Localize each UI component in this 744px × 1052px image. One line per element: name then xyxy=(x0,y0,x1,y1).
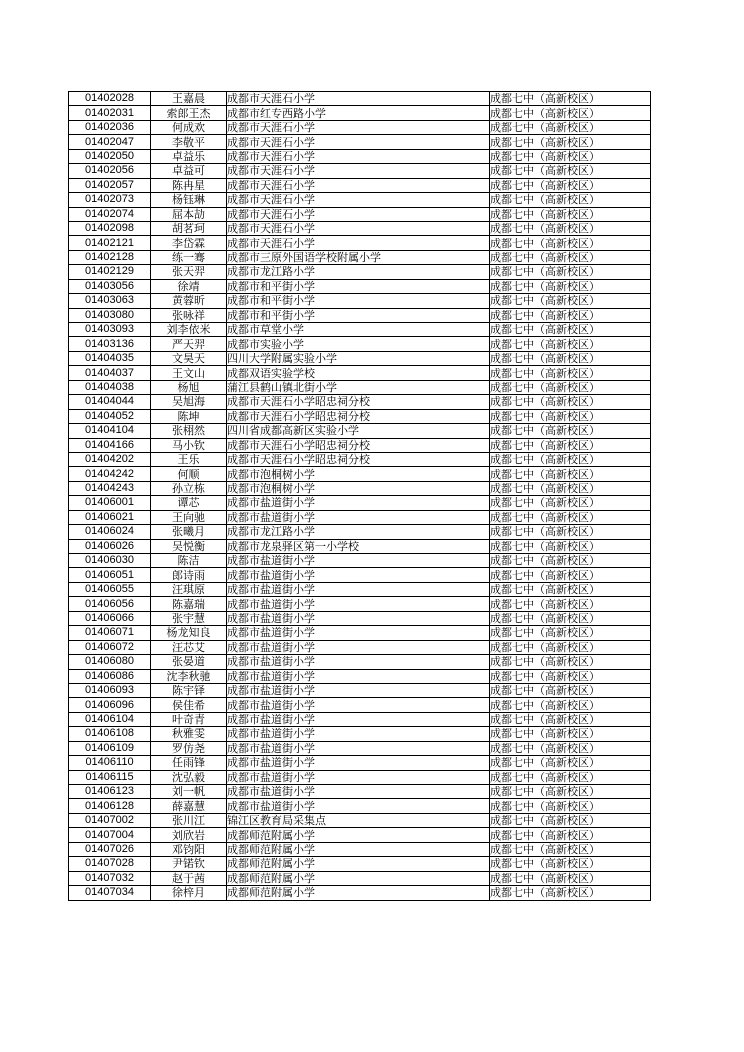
table-row xyxy=(69,842,651,856)
primary-school-cell: 成都市盐道街小学 xyxy=(227,597,490,611)
table-row xyxy=(69,597,651,611)
student-name-cell: 张宇慧 xyxy=(151,611,227,625)
admitted-school-cell: 成都七中（高新校区） xyxy=(490,481,651,495)
table-row xyxy=(69,828,651,842)
table-row xyxy=(69,626,651,640)
admitted-school-cell: 成都七中（高新校区） xyxy=(490,337,651,351)
admitted-school-cell: 成都七中（高新校区） xyxy=(490,828,651,842)
primary-school-cell: 成都市泡桐树小学 xyxy=(227,467,490,481)
primary-school-cell: 成都市三原外国语学校附属小学 xyxy=(227,250,490,264)
student-name-cell: 罗仿尧 xyxy=(151,741,227,755)
primary-school-cell: 成都市天涯石小学 xyxy=(227,236,490,250)
table-row xyxy=(69,366,651,380)
admitted-school-cell: 成都七中（高新校区） xyxy=(490,813,651,827)
primary-school-cell: 成都双语实验学校 xyxy=(227,366,490,380)
admitted-school-cell: 成都七中（高新校区） xyxy=(490,785,651,799)
student-id-cell: 01403136 xyxy=(69,337,151,351)
table-row xyxy=(69,236,651,250)
admitted-school-cell: 成都七中（高新校区） xyxy=(490,250,651,264)
student-name-cell: 张栩然 xyxy=(151,424,227,438)
student-id-cell: 01403093 xyxy=(69,323,151,337)
student-name-cell: 陈洁 xyxy=(151,554,227,568)
student-name-cell: 陈嘉瑞 xyxy=(151,597,227,611)
student-id-cell: 01404035 xyxy=(69,351,151,365)
primary-school-cell: 成都市盐道街小学 xyxy=(227,510,490,524)
primary-school-cell: 成都市盐道街小学 xyxy=(227,640,490,654)
student-name-cell: 何顺 xyxy=(151,467,227,481)
student-id-cell: 01402057 xyxy=(69,178,151,192)
student-name-cell: 秋雅雯 xyxy=(151,727,227,741)
primary-school-cell: 四川省成都高新区实验小学 xyxy=(227,424,490,438)
admitted-school-cell: 成都七中（高新校区） xyxy=(490,308,651,322)
admitted-school-cell: 成都七中（高新校区） xyxy=(490,496,651,510)
student-id-cell: 01406026 xyxy=(69,539,151,553)
admitted-school-cell: 成都七中（高新校区） xyxy=(490,698,651,712)
student-name-cell: 卓益乐 xyxy=(151,149,227,163)
student-name-cell: 李岱霖 xyxy=(151,236,227,250)
admission-list-table xyxy=(68,91,651,901)
student-name-cell: 叶奇青 xyxy=(151,712,227,726)
table-row xyxy=(69,741,651,755)
primary-school-cell: 成都市盐道街小学 xyxy=(227,626,490,640)
student-id-cell: 01404104 xyxy=(69,424,151,438)
primary-school-cell: 成都市盐道街小学 xyxy=(227,669,490,683)
admitted-school-cell: 成都七中（高新校区） xyxy=(490,106,651,120)
student-name-cell: 尹锘钦 xyxy=(151,857,227,871)
table-row xyxy=(69,135,651,149)
primary-school-cell: 成都市天涯石小学昭忠祠分校 xyxy=(227,452,490,466)
admitted-school-cell: 成都七中（高新校区） xyxy=(490,92,651,106)
table-row xyxy=(69,857,651,871)
student-id-cell: 01406104 xyxy=(69,712,151,726)
primary-school-cell: 成都市盐道街小学 xyxy=(227,741,490,755)
student-name-cell: 张川江 xyxy=(151,813,227,827)
student-id-cell: 01402098 xyxy=(69,221,151,235)
admitted-school-cell: 成都七中（高新校区） xyxy=(490,178,651,192)
student-name-cell: 何成欢 xyxy=(151,120,227,134)
admitted-school-cell: 成都七中（高新校区） xyxy=(490,207,651,221)
table-row xyxy=(69,525,651,539)
student-name-cell: 郎诗雨 xyxy=(151,568,227,582)
table-row xyxy=(69,871,651,885)
primary-school-cell: 成都市盐道街小学 xyxy=(227,582,490,596)
student-id-cell: 01404038 xyxy=(69,380,151,394)
admitted-school-cell: 成都七中（高新校区） xyxy=(490,597,651,611)
primary-school-cell: 成都市和平街小学 xyxy=(227,279,490,293)
table-row xyxy=(69,727,651,741)
student-id-cell: 01402028 xyxy=(69,92,151,106)
student-name-cell: 陈宇铎 xyxy=(151,683,227,697)
primary-school-cell: 成都市天涯石小学昭忠祠分校 xyxy=(227,438,490,452)
table-row xyxy=(69,496,651,510)
student-name-cell: 徐靖 xyxy=(151,279,227,293)
table-row xyxy=(69,785,651,799)
student-id-cell: 01406056 xyxy=(69,597,151,611)
admitted-school-cell: 成都七中（高新校区） xyxy=(490,582,651,596)
student-name-cell: 卓益可 xyxy=(151,164,227,178)
admitted-school-cell: 成都七中（高新校区） xyxy=(490,294,651,308)
table-row xyxy=(69,568,651,582)
primary-school-cell: 成都市天涯石小学 xyxy=(227,164,490,178)
student-name-cell: 谭芯 xyxy=(151,496,227,510)
student-name-cell: 杨龙知良 xyxy=(151,626,227,640)
primary-school-cell: 成都市盐道街小学 xyxy=(227,770,490,784)
primary-school-cell: 成都市盐道街小学 xyxy=(227,683,490,697)
student-name-cell: 胡茗珂 xyxy=(151,221,227,235)
table-row xyxy=(69,886,651,900)
student-id-cell: 01404242 xyxy=(69,467,151,481)
student-name-cell: 屈本劼 xyxy=(151,207,227,221)
table-row xyxy=(69,756,651,770)
student-id-cell: 01406024 xyxy=(69,525,151,539)
student-id-cell: 01404044 xyxy=(69,395,151,409)
student-id-cell: 01404037 xyxy=(69,366,151,380)
student-id-cell: 01406093 xyxy=(69,683,151,697)
student-name-cell: 任雨锋 xyxy=(151,756,227,770)
student-id-cell: 01404166 xyxy=(69,438,151,452)
student-name-cell: 张晏道 xyxy=(151,655,227,669)
student-name-cell: 马小钦 xyxy=(151,438,227,452)
student-id-cell: 01407032 xyxy=(69,871,151,885)
student-name-cell: 吴旭海 xyxy=(151,395,227,409)
table-row xyxy=(69,655,651,669)
admitted-school-cell: 成都七中（高新校区） xyxy=(490,683,651,697)
student-name-cell: 王乐 xyxy=(151,452,227,466)
primary-school-cell: 成都市天涯石小学 xyxy=(227,149,490,163)
primary-school-cell: 成都师范附属小学 xyxy=(227,886,490,900)
admitted-school-cell: 成都七中（高新校区） xyxy=(490,626,651,640)
primary-school-cell: 成都市盐道街小学 xyxy=(227,568,490,582)
table-row xyxy=(69,813,651,827)
primary-school-cell: 成都市天涯石小学昭忠祠分校 xyxy=(227,409,490,423)
student-id-cell: 01402074 xyxy=(69,207,151,221)
primary-school-cell: 成都市和平街小学 xyxy=(227,308,490,322)
primary-school-cell: 四川大学附属实验小学 xyxy=(227,351,490,365)
student-id-cell: 01402121 xyxy=(69,236,151,250)
student-id-cell: 01407034 xyxy=(69,886,151,900)
student-id-cell: 01402129 xyxy=(69,265,151,279)
student-name-cell: 沈李秋驰 xyxy=(151,669,227,683)
primary-school-cell: 成都师范附属小学 xyxy=(227,828,490,842)
student-id-cell: 01404052 xyxy=(69,409,151,423)
primary-school-cell: 成都市天涯石小学 xyxy=(227,221,490,235)
primary-school-cell: 成都市天涯石小学 xyxy=(227,120,490,134)
primary-school-cell: 成都市盐道街小学 xyxy=(227,785,490,799)
student-id-cell: 01404202 xyxy=(69,452,151,466)
admitted-school-cell: 成都七中（高新校区） xyxy=(490,395,651,409)
admitted-school-cell: 成都七中（高新校区） xyxy=(490,640,651,654)
admitted-school-cell: 成都七中（高新校区） xyxy=(490,770,651,784)
student-id-cell: 01402036 xyxy=(69,120,151,134)
student-id-cell: 01406096 xyxy=(69,698,151,712)
student-id-cell: 01403080 xyxy=(69,308,151,322)
primary-school-cell: 成都市龙江路小学 xyxy=(227,525,490,539)
admitted-school-cell: 成都七中（高新校区） xyxy=(490,510,651,524)
admitted-school-cell: 成都七中（高新校区） xyxy=(490,149,651,163)
student-name-cell: 刘李依米 xyxy=(151,323,227,337)
student-name-cell: 李敬平 xyxy=(151,135,227,149)
table-row xyxy=(69,467,651,481)
primary-school-cell: 成都市盐道街小学 xyxy=(227,799,490,813)
student-name-cell: 张咏祥 xyxy=(151,308,227,322)
table-row xyxy=(69,351,651,365)
student-id-cell: 01407004 xyxy=(69,828,151,842)
student-name-cell: 王向驰 xyxy=(151,510,227,524)
student-id-cell: 01406128 xyxy=(69,799,151,813)
table-row xyxy=(69,380,651,394)
table-row xyxy=(69,770,651,784)
student-name-cell: 张曦月 xyxy=(151,525,227,539)
primary-school-cell: 蒲江县鹤山镇北街小学 xyxy=(227,380,490,394)
primary-school-cell: 成都师范附属小学 xyxy=(227,871,490,885)
admitted-school-cell: 成都七中（高新校区） xyxy=(490,351,651,365)
primary-school-cell: 成都师范附属小学 xyxy=(227,857,490,871)
student-name-cell: 孙立栋 xyxy=(151,481,227,495)
student-id-cell: 01403056 xyxy=(69,279,151,293)
student-name-cell: 赵于茜 xyxy=(151,871,227,885)
student-id-cell: 01402031 xyxy=(69,106,151,120)
admitted-school-cell: 成都七中（高新校区） xyxy=(490,409,651,423)
table-row xyxy=(69,106,651,120)
primary-school-cell: 成都市盐道街小学 xyxy=(227,756,490,770)
admitted-school-cell: 成都七中（高新校区） xyxy=(490,539,651,553)
admitted-school-cell: 成都七中（高新校区） xyxy=(490,467,651,481)
primary-school-cell: 成都市龙泉驿区第一小学校 xyxy=(227,539,490,553)
admitted-school-cell: 成都七中（高新校区） xyxy=(490,727,651,741)
student-name-cell: 薛嘉慧 xyxy=(151,799,227,813)
student-name-cell: 侯佳希 xyxy=(151,698,227,712)
primary-school-cell: 成都师范附属小学 xyxy=(227,842,490,856)
table-row xyxy=(69,279,651,293)
student-id-cell: 01406115 xyxy=(69,770,151,784)
student-id-cell: 01402050 xyxy=(69,149,151,163)
admitted-school-cell: 成都七中（高新校区） xyxy=(490,871,651,885)
primary-school-cell: 锦江区教育局采集点 xyxy=(227,813,490,827)
table-row xyxy=(69,554,651,568)
table-row xyxy=(69,799,651,813)
student-id-cell: 01402056 xyxy=(69,164,151,178)
admitted-school-cell: 成都七中（高新校区） xyxy=(490,120,651,134)
student-id-cell: 01406109 xyxy=(69,741,151,755)
primary-school-cell: 成都市红专西路小学 xyxy=(227,106,490,120)
student-id-cell: 01407028 xyxy=(69,857,151,871)
table-row xyxy=(69,698,651,712)
admitted-school-cell: 成都七中（高新校区） xyxy=(490,741,651,755)
admitted-school-cell: 成都七中（高新校区） xyxy=(490,554,651,568)
table-row xyxy=(69,308,651,322)
table-row xyxy=(69,395,651,409)
table-row xyxy=(69,178,651,192)
admitted-school-cell: 成都七中（高新校区） xyxy=(490,366,651,380)
student-name-cell: 汪芯艾 xyxy=(151,640,227,654)
admitted-school-cell: 成都七中（高新校区） xyxy=(490,799,651,813)
admitted-school-cell: 成都七中（高新校区） xyxy=(490,669,651,683)
student-name-cell: 徐梓月 xyxy=(151,886,227,900)
admitted-school-cell: 成都七中（高新校区） xyxy=(490,655,651,669)
student-id-cell: 01406108 xyxy=(69,727,151,741)
primary-school-cell: 成都市草堂小学 xyxy=(227,323,490,337)
admitted-school-cell: 成都七中（高新校区） xyxy=(490,193,651,207)
student-id-cell: 01406021 xyxy=(69,510,151,524)
admitted-school-cell: 成都七中（高新校区） xyxy=(490,265,651,279)
table-row xyxy=(69,611,651,625)
table-row xyxy=(69,539,651,553)
student-name-cell: 索郎王杰 xyxy=(151,106,227,120)
table-row xyxy=(69,683,651,697)
student-name-cell: 练一骞 xyxy=(151,250,227,264)
primary-school-cell: 成都市盐道街小学 xyxy=(227,655,490,669)
primary-school-cell: 成都市天涯石小学昭忠祠分校 xyxy=(227,395,490,409)
admitted-school-cell: 成都七中（高新校区） xyxy=(490,452,651,466)
student-id-cell: 01404243 xyxy=(69,481,151,495)
student-id-cell: 01406055 xyxy=(69,582,151,596)
table-row xyxy=(69,582,651,596)
admitted-school-cell: 成都七中（高新校区） xyxy=(490,886,651,900)
table-row xyxy=(69,207,651,221)
primary-school-cell: 成都市天涯石小学 xyxy=(227,207,490,221)
admitted-school-cell: 成都七中（高新校区） xyxy=(490,380,651,394)
admitted-school-cell: 成都七中（高新校区） xyxy=(490,424,651,438)
primary-school-cell: 成都市盐道街小学 xyxy=(227,727,490,741)
student-id-cell: 01406086 xyxy=(69,669,151,683)
table-row xyxy=(69,323,651,337)
admitted-school-cell: 成都七中（高新校区） xyxy=(490,857,651,871)
student-name-cell: 刘欣岩 xyxy=(151,828,227,842)
student-name-cell: 黄蓉昕 xyxy=(151,294,227,308)
primary-school-cell: 成都市盐道街小学 xyxy=(227,698,490,712)
primary-school-cell: 成都市盐道街小学 xyxy=(227,712,490,726)
primary-school-cell: 成都市天涯石小学 xyxy=(227,135,490,149)
student-name-cell: 杨旭 xyxy=(151,380,227,394)
primary-school-cell: 成都市实验小学 xyxy=(227,337,490,351)
table-row xyxy=(69,424,651,438)
table-row xyxy=(69,712,651,726)
admitted-school-cell: 成都七中（高新校区） xyxy=(490,712,651,726)
primary-school-cell: 成都市盐道街小学 xyxy=(227,554,490,568)
student-id-cell: 01403063 xyxy=(69,294,151,308)
table-row xyxy=(69,337,651,351)
admitted-school-cell: 成都七中（高新校区） xyxy=(490,135,651,149)
student-id-cell: 01406080 xyxy=(69,655,151,669)
admitted-school-cell: 成都七中（高新校区） xyxy=(490,611,651,625)
student-name-cell: 张天羿 xyxy=(151,265,227,279)
student-id-cell: 01406001 xyxy=(69,496,151,510)
primary-school-cell: 成都市龙江路小学 xyxy=(227,265,490,279)
student-name-cell: 陈坤 xyxy=(151,409,227,423)
table-row xyxy=(69,438,651,452)
table-row xyxy=(69,92,651,106)
primary-school-cell: 成都市天涯石小学 xyxy=(227,193,490,207)
table-row xyxy=(69,669,651,683)
student-id-cell: 01402073 xyxy=(69,193,151,207)
primary-school-cell: 成都市盐道街小学 xyxy=(227,496,490,510)
student-name-cell: 汪琪原 xyxy=(151,582,227,596)
admitted-school-cell: 成都七中（高新校区） xyxy=(490,323,651,337)
admitted-school-cell: 成都七中（高新校区） xyxy=(490,279,651,293)
student-name-cell: 刘一帆 xyxy=(151,785,227,799)
student-id-cell: 01406110 xyxy=(69,756,151,770)
table-row xyxy=(69,510,651,524)
table-row xyxy=(69,640,651,654)
student-name-cell: 陈冉星 xyxy=(151,178,227,192)
student-name-cell: 严天羿 xyxy=(151,337,227,351)
admitted-school-cell: 成都七中（高新校区） xyxy=(490,568,651,582)
student-id-cell: 01406066 xyxy=(69,611,151,625)
student-name-cell: 王文山 xyxy=(151,366,227,380)
table-row xyxy=(69,294,651,308)
admitted-school-cell: 成都七中（高新校区） xyxy=(490,842,651,856)
student-name-cell: 沈弘毅 xyxy=(151,770,227,784)
admitted-school-cell: 成都七中（高新校区） xyxy=(490,221,651,235)
table-row xyxy=(69,120,651,134)
table-row xyxy=(69,149,651,163)
table-row xyxy=(69,193,651,207)
primary-school-cell: 成都市泡桐树小学 xyxy=(227,481,490,495)
student-name-cell: 邓钧阳 xyxy=(151,842,227,856)
primary-school-cell: 成都市天涯石小学 xyxy=(227,92,490,106)
table-row xyxy=(69,265,651,279)
student-id-cell: 01406030 xyxy=(69,554,151,568)
primary-school-cell: 成都市盐道街小学 xyxy=(227,611,490,625)
student-id-cell: 01406123 xyxy=(69,785,151,799)
table-row xyxy=(69,221,651,235)
table-row xyxy=(69,409,651,423)
student-id-cell: 01407026 xyxy=(69,842,151,856)
primary-school-cell: 成都市和平街小学 xyxy=(227,294,490,308)
student-id-cell: 01406072 xyxy=(69,640,151,654)
student-id-cell: 01406071 xyxy=(69,626,151,640)
student-id-cell: 01406051 xyxy=(69,568,151,582)
admitted-school-cell: 成都七中（高新校区） xyxy=(490,236,651,250)
student-id-cell: 01402047 xyxy=(69,135,151,149)
admitted-school-cell: 成都七中（高新校区） xyxy=(490,164,651,178)
table-body xyxy=(69,92,651,901)
student-name-cell: 王嘉晨 xyxy=(151,92,227,106)
primary-school-cell: 成都市天涯石小学 xyxy=(227,178,490,192)
admitted-school-cell: 成都七中（高新校区） xyxy=(490,756,651,770)
student-id-cell: 01402128 xyxy=(69,250,151,264)
admitted-school-cell: 成都七中（高新校区） xyxy=(490,525,651,539)
table-row xyxy=(69,164,651,178)
student-name-cell: 文昊天 xyxy=(151,351,227,365)
table-row xyxy=(69,452,651,466)
student-id-cell: 01407002 xyxy=(69,813,151,827)
table-row xyxy=(69,481,651,495)
student-name-cell: 杨钰琳 xyxy=(151,193,227,207)
table-row xyxy=(69,250,651,264)
student-name-cell: 吴悦衡 xyxy=(151,539,227,553)
admitted-school-cell: 成都七中（高新校区） xyxy=(490,438,651,452)
